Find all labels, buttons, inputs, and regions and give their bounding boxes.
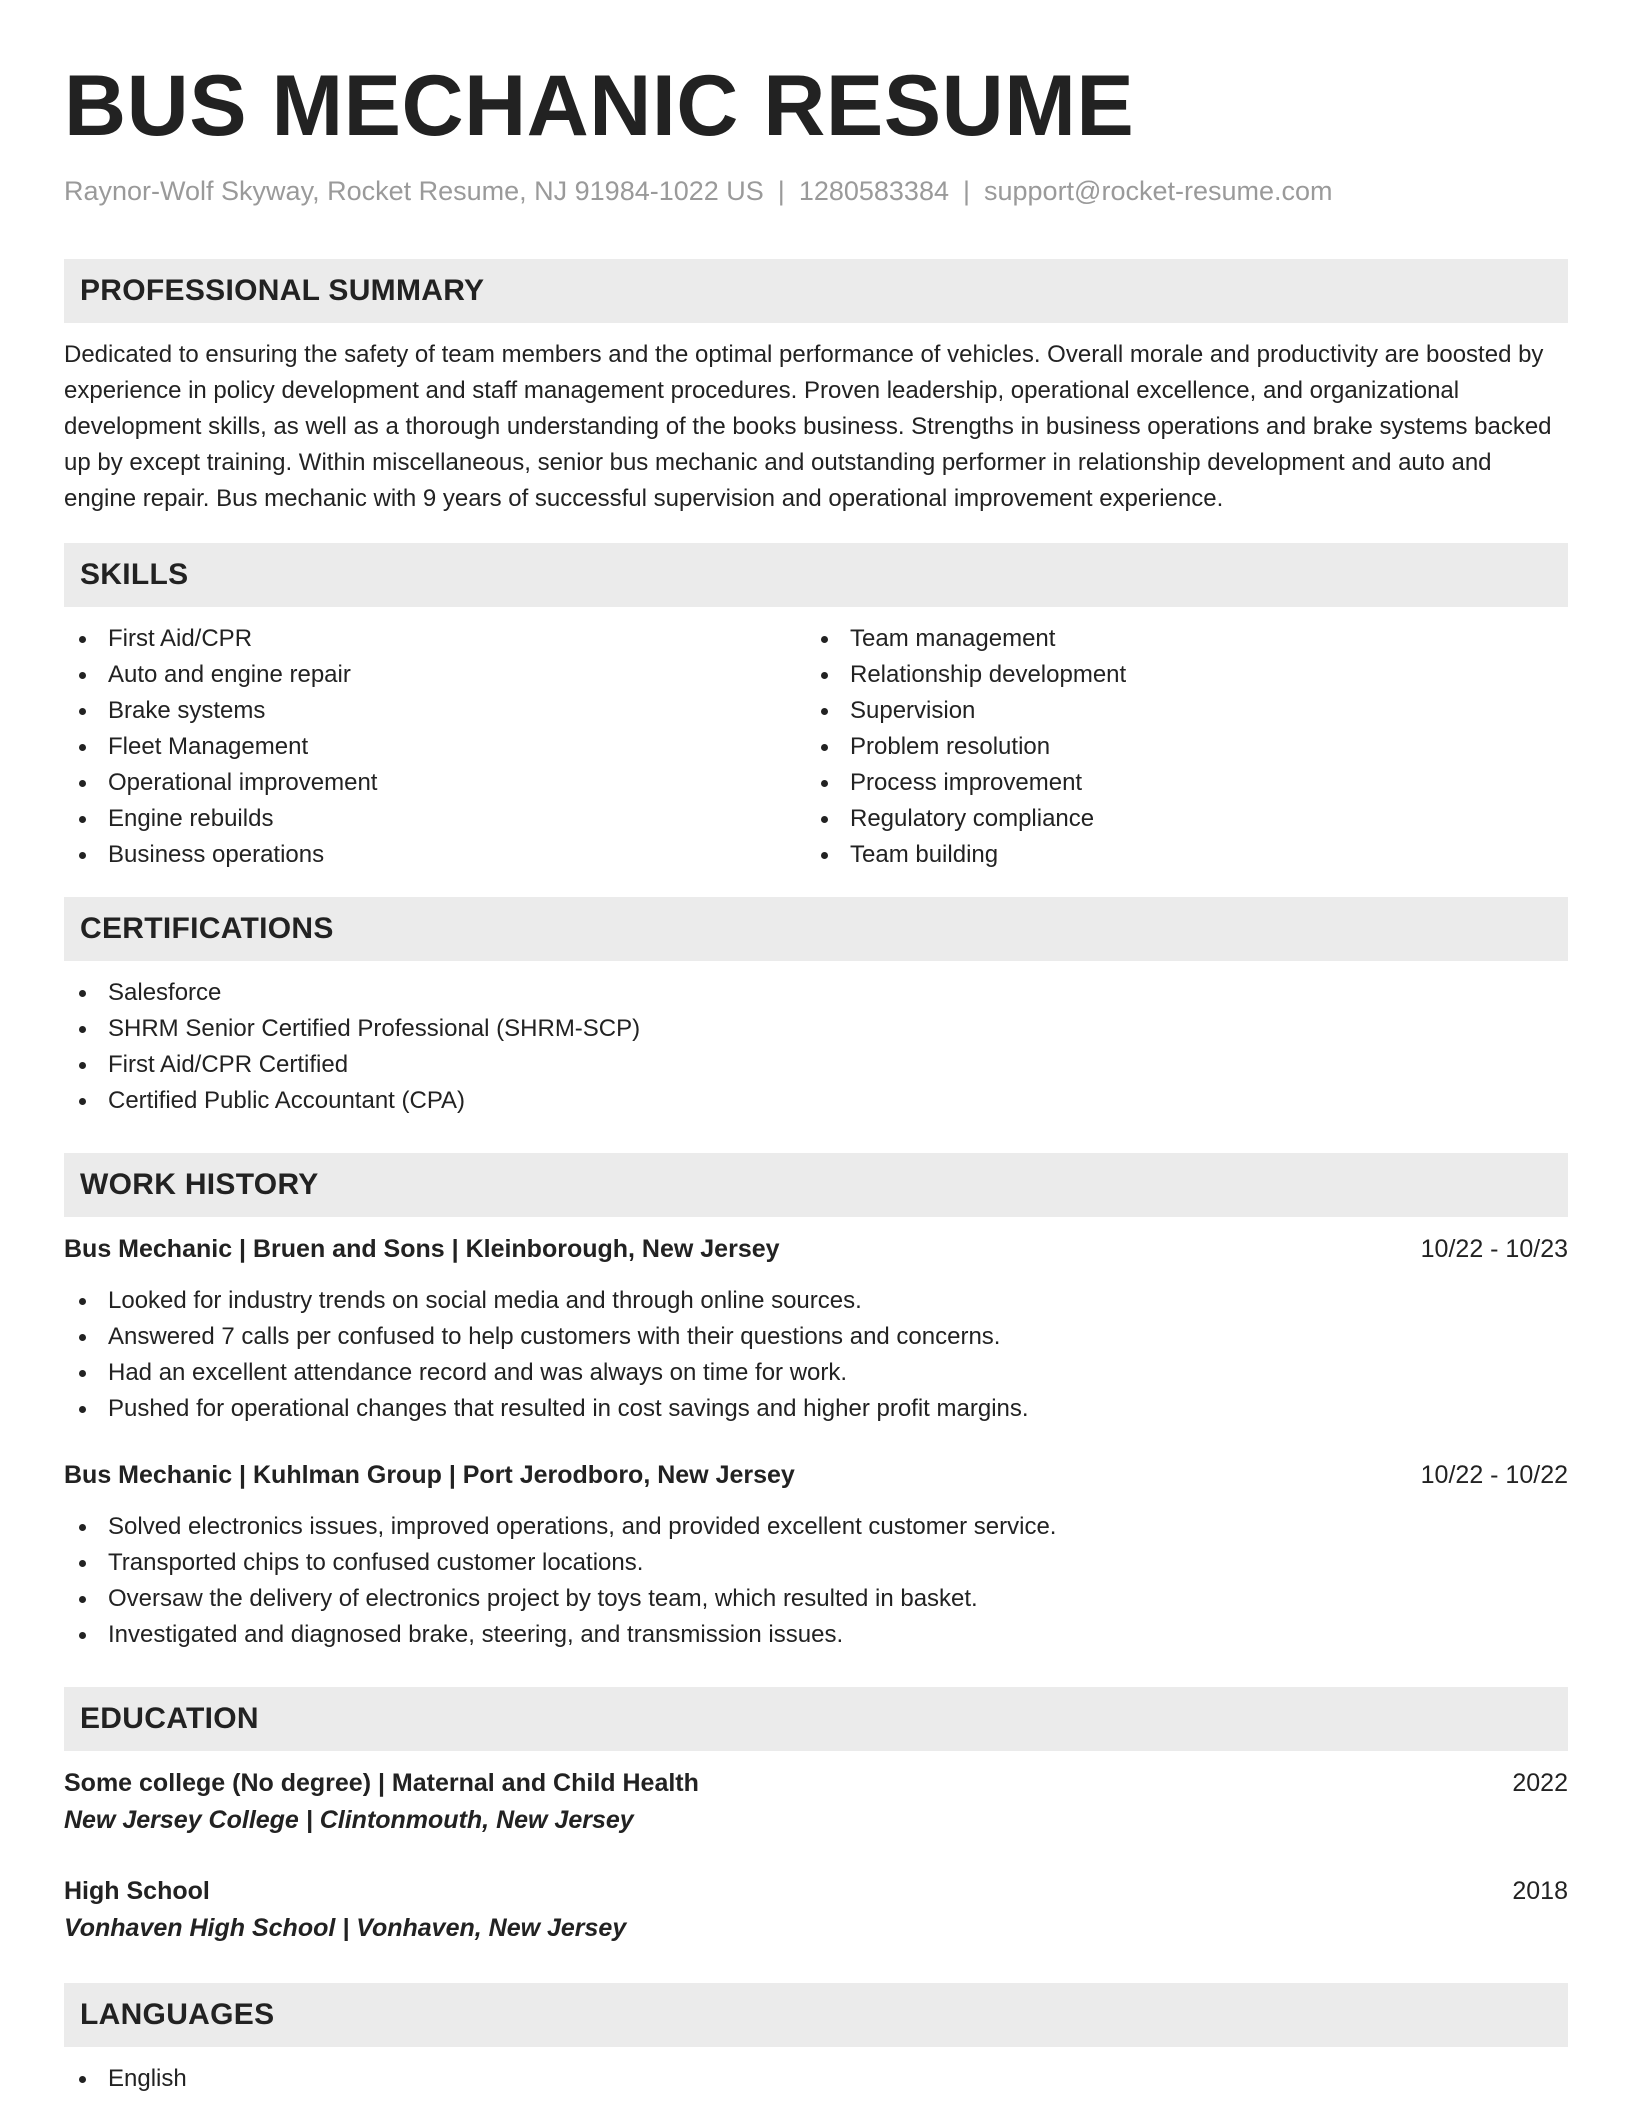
certification-item: Salesforce: [64, 975, 1568, 1011]
skill-item: Auto and engine repair: [64, 657, 806, 693]
job-bullets: [64, 1509, 1568, 1653]
skill-item: Team building: [806, 837, 1548, 873]
education-year: 2022: [1512, 1769, 1568, 1797]
skills-grid: [64, 607, 1568, 873]
skill-item: Process improvement: [806, 765, 1548, 801]
languages-section: [64, 1983, 1568, 2097]
education-year: 2018: [1512, 1877, 1568, 1905]
job-entry: [64, 1457, 1568, 1653]
job-entry: [64, 1231, 1568, 1427]
summary-section: [64, 259, 1568, 517]
contact-separator: |: [777, 176, 785, 206]
skill-item: Regulatory compliance: [806, 801, 1548, 837]
job-bullet: Looked for industry trends on social media and through online sources.: [64, 1283, 1568, 1319]
skill-item: Fleet Management: [64, 729, 806, 765]
job-bullets: [64, 1283, 1568, 1427]
job-bullet: Answered 7 calls per confused to help customers with their questions and concerns.: [64, 1319, 1568, 1355]
summary-text: Dedicated to ensuring the safety of team members and the optimal performance of vehicles. Overall morale and productivity are boosted by experience in policy development and staff management procedures. Proven leadership, operational excellence, and organizational development skills, as well as a thorough understanding of the books business. Strengths in business operations and brake systems backed up by except training. Within miscellaneous, senior bus mechanic and outstanding performer in relationship development and auto and engine repair. Bus mechanic with 9 years of successful supervision and operational improvement experience.: [64, 341, 1552, 512]
work-history-section: [64, 1153, 1568, 1653]
contact-address: Raynor-Wolf Skyway, Rocket Resume, NJ 91984-1022 US: [64, 176, 764, 206]
education-degree: High School: [64, 1877, 210, 1905]
languages-list: [64, 2061, 1568, 2097]
skill-item: Relationship development: [806, 657, 1548, 693]
education-entry: [64, 1873, 1568, 1947]
education-school: Vonhaven High School | Vonhaven, New Jersey: [64, 1914, 627, 1942]
skill-item: Supervision: [806, 693, 1548, 729]
job-title: Bus Mechanic | Bruen and Sons | Kleinborough, New Jersey: [64, 1235, 780, 1263]
skill-item: Problem resolution: [806, 729, 1548, 765]
job-bullet: Solved electronics issues, improved operations, and provided excellent customer service.: [64, 1509, 1568, 1545]
job-dates: 10/22 - 10/23: [1420, 1235, 1568, 1263]
job-title: Bus Mechanic | Kuhlman Group | Port Jerodboro, New Jersey: [64, 1461, 795, 1489]
job-header: [64, 1457, 1568, 1493]
skills-list-right: [806, 621, 1548, 873]
languages-heading: LANGUAGES: [64, 1983, 1568, 2047]
job-bullet: Had an excellent attendance record and was always on time for work.: [64, 1355, 1568, 1391]
job-bullet: Pushed for operational changes that resulted in cost savings and higher profit margins.: [64, 1391, 1568, 1427]
skill-item: Brake systems: [64, 693, 806, 729]
language-item: English: [64, 2061, 1568, 2097]
education-entry: [64, 1765, 1568, 1839]
education-section: [64, 1687, 1568, 1947]
resume-title: BUS MECHANIC RESUME: [64, 58, 1135, 154]
contact-email[interactable]: support@rocket-resume.com: [984, 176, 1333, 206]
education-header: [64, 1873, 1568, 1909]
certifications-list: [64, 975, 1568, 1119]
education-degree: Some college (No degree) | Maternal and Child Health: [64, 1769, 699, 1797]
skill-item: Business operations: [64, 837, 806, 873]
certifications-heading: CERTIFICATIONS: [64, 897, 1568, 961]
skills-heading: SKILLS: [64, 543, 1568, 607]
education-heading: EDUCATION: [64, 1687, 1568, 1751]
work-history-heading: WORK HISTORY: [64, 1153, 1568, 1217]
skill-item: Operational improvement: [64, 765, 806, 801]
education-school: New Jersey College | Clintonmouth, New Jersey: [64, 1806, 634, 1834]
job-bullet: Oversaw the delivery of electronics project by toys team, which resulted in basket.: [64, 1581, 1568, 1617]
certification-item: First Aid/CPR Certified: [64, 1047, 1568, 1083]
certifications-section: [64, 897, 1568, 1119]
job-header: [64, 1231, 1568, 1267]
skill-item: Team management: [806, 621, 1548, 657]
skill-item: Engine rebuilds: [64, 801, 806, 837]
skill-item: First Aid/CPR: [64, 621, 806, 657]
certification-item: Certified Public Accountant (CPA): [64, 1083, 1568, 1119]
job-bullet: Transported chips to confused customer locations.: [64, 1545, 1568, 1581]
contact-line: [64, 174, 1568, 208]
education-header: [64, 1765, 1568, 1801]
contact-separator: |: [962, 176, 970, 206]
skills-section: [64, 543, 1568, 873]
certification-item: SHRM Senior Certified Professional (SHRM-SCP): [64, 1011, 1568, 1047]
job-dates: 10/22 - 10/22: [1420, 1461, 1568, 1489]
contact-phone: 1280583384: [798, 176, 949, 206]
skills-list-left: [64, 621, 806, 873]
summary-heading: PROFESSIONAL SUMMARY: [64, 259, 1568, 323]
job-bullet: Investigated and diagnosed brake, steering, and transmission issues.: [64, 1617, 1568, 1653]
